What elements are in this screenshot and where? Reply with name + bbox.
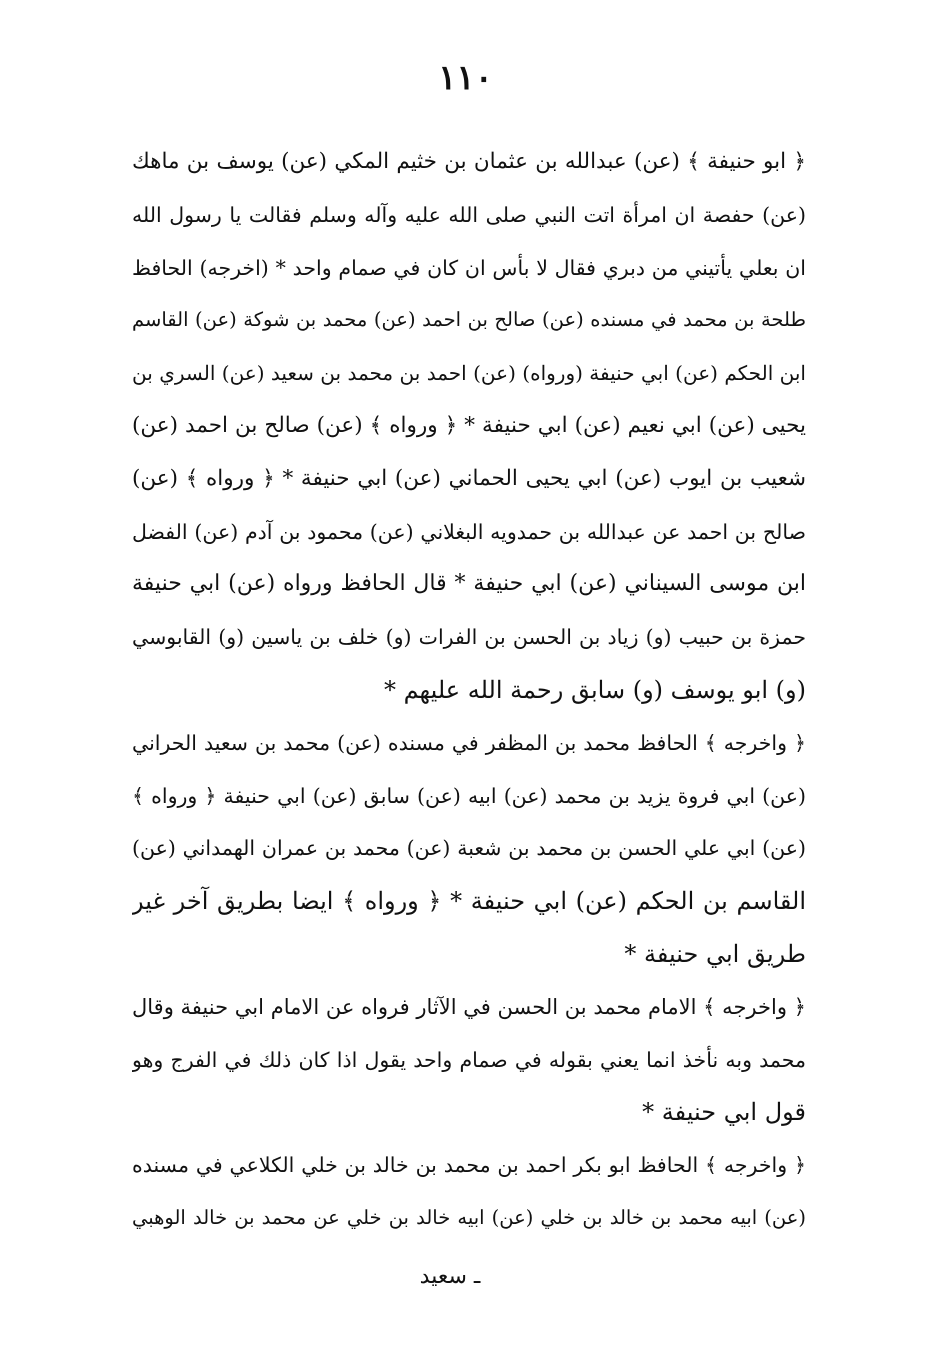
text-line: محمد وبه نأخذ انما يعني بقوله في صمام واحد يقول اذا كان ذلك في الفرج وهو <box>132 1047 806 1072</box>
text-line: ﴿ ابو حنيفة ﴾ (عن) عبدالله بن عثمان بن خثيم المكي (عن) يوسف بن ماهك <box>132 149 806 174</box>
text-line: طلحة بن محمد في مسنده (عن) صالح بن احمد (عن) محمد بن شوكة (عن) القاسم <box>132 308 806 332</box>
catchword: ـ سعيد <box>419 1264 481 1289</box>
text-line: شعيب بن ايوب (عن) ابي يحيى الحماني (عن) ابي حنيفة * ﴿ ورواه ﴾ (عن) <box>132 465 806 491</box>
text-line: حمزة بن حبيب (و) زياد بن الحسن بن الفرات (و) خلف بن ياسين (و) القابوسي <box>132 625 806 650</box>
text-line: قول ابي حنيفة * <box>642 1098 806 1127</box>
page-number: ١١٠ <box>438 58 493 98</box>
body-text <box>132 136 806 1245</box>
text-line: ابن الحكم (عن) ابي حنيفة (ورواه) (عن) احمد بن محمد بن سعيد (عن) السري بن <box>132 361 806 386</box>
text-line: ﴿ واخرجه ﴾ الحافظ ابو بكر احمد بن محمد بن خالد بن خلي الكلاعي في مسنده <box>132 1153 806 1178</box>
text-line: صالح بن احمد عن عبدالله بن حمدويه البغلاني (عن) محمود بن آدم (عن) الفضل <box>132 519 806 544</box>
text-line: القاسم بن الحكم (عن) ابي حنيفة * ﴿ ورواه ﴾ ايضا بطريق آخر غير <box>132 887 806 916</box>
text-line: (عن) ابي علي الحسن بن محمد بن شعبة (عن) محمد بن عمران الهمداني (عن) <box>132 836 806 861</box>
text-line: (عن) حفصة ان امرأة اتت النبي صلى الله عليه وآله وسلم فقالت يا رسول الله <box>132 202 806 227</box>
text-line: (عن) ابي فروة يزيد بن محمد (عن) ابيه (عن) سابق (عن) ابي حنيفة ﴿ ورواه ﴾ <box>132 783 806 808</box>
text-line: ابن موسى السيناني (عن) ابي حنيفة * قال الحافظ ورواه (عن) ابي حنيفة <box>132 571 806 597</box>
text-line: طريق ابي حنيفة * <box>624 939 806 968</box>
text-line: ان بعلي يأتيني من دبري فقال لا بأس ان كان في صمام واحد * (اخرجه) الحافظ <box>132 255 806 280</box>
text-line: ﴿ واخرجه ﴾ الحافظ محمد بن المظفر في مسنده (عن) محمد بن سعيد الحراني <box>132 730 806 755</box>
text-line: يحيى (عن) ابي نعيم (عن) ابي حنيفة * ﴿ ورواه ﴾ (عن) صالح بن احمد (عن) <box>132 412 806 438</box>
text-line: (و) ابو يوسف (و) سابق رحمة الله عليهم * <box>383 675 806 704</box>
text-line: ﴿ واخرجه ﴾ الامام محمد بن الحسن في الآثار فرواه عن الامام ابي حنيفة وقال <box>132 994 806 1019</box>
text-line: (عن) ابيه محمد بن خالد بن خلي (عن) ابيه خالد بن خلي عن محمد بن خالد الوهبي <box>132 1205 806 1229</box>
